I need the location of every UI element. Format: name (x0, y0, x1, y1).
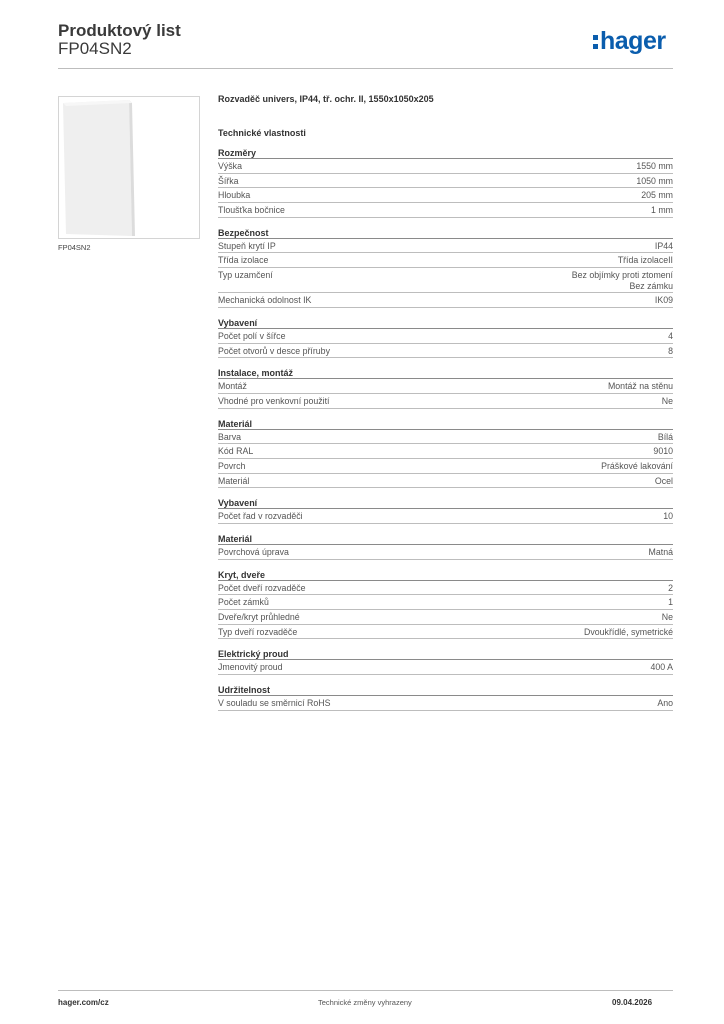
property-row (218, 660, 673, 675)
property-row (218, 344, 673, 359)
property-label: Kód RAL (218, 446, 254, 457)
property-row (218, 509, 673, 524)
property-value: Montáž na stěnu (607, 381, 673, 392)
header-divider (58, 68, 673, 69)
property-value: Bez objímky proti ztomení Bez zámku (571, 270, 673, 292)
section-title: Bezpečnost (218, 226, 673, 239)
property-section (218, 316, 673, 358)
property-section (218, 532, 673, 560)
property-label: Počet dveří rozvaděče (218, 582, 306, 593)
product-description: Rozvaděč univers, IP44, tř. ochr. II, 1550x1050x205 (218, 94, 434, 104)
property-row (218, 394, 673, 409)
section-title: Udržitelnost (218, 683, 673, 696)
property-value: Ne (661, 395, 673, 406)
property-label: Typ uzamčení (218, 270, 273, 281)
property-value: 2 (668, 582, 673, 593)
property-row (218, 545, 673, 560)
property-value: Třída izolaceII (617, 255, 673, 266)
property-row (218, 581, 673, 596)
property-value: 1550 mm (636, 161, 673, 171)
property-section (218, 226, 673, 308)
property-value: Dvoukřídlé, symetrické (584, 626, 673, 637)
property-label: Stupeň krytí IP (218, 240, 276, 251)
property-row (218, 188, 673, 203)
property-value: 1 (668, 597, 673, 608)
property-label: Povrch (218, 460, 246, 471)
property-section (218, 146, 673, 218)
property-value: Ne (661, 612, 673, 623)
property-label: Tloušťka bočnice (218, 205, 285, 216)
section-title: Vybavení (218, 496, 673, 509)
property-label: Počet polí v šířce (218, 330, 286, 341)
property-label: Materiál (218, 475, 250, 486)
property-row (218, 595, 673, 610)
property-label: Povrchová úprava (218, 547, 289, 557)
property-label: Typ dveří rozvaděče (218, 626, 298, 637)
property-value: 9010 (653, 446, 673, 457)
page-title: Produktový list (58, 21, 181, 40)
footer-website-link[interactable]: hager.com/cz (58, 998, 109, 1007)
property-row (218, 444, 673, 459)
property-label: Vhodné pro venkovní použití (218, 395, 330, 406)
product-image (58, 96, 200, 239)
property-row (218, 239, 673, 254)
property-label: Mechanická odolnost IK (218, 295, 312, 306)
logo-text: hager (600, 27, 666, 55)
property-label: Počet zámků (218, 597, 269, 608)
footer-divider (58, 990, 673, 991)
product-code: FP04SN2 (58, 39, 132, 58)
property-row (218, 430, 673, 445)
property-label: V souladu se směrnicí RoHS (218, 698, 331, 709)
property-row (218, 174, 673, 189)
property-value: 10 (663, 511, 673, 522)
property-value: 8 (668, 345, 673, 356)
footer-notice: Technické změny vyhrazeny (318, 998, 412, 1007)
property-section (218, 647, 673, 675)
property-section (218, 683, 673, 711)
properties-sections (218, 146, 673, 711)
property-value: 4 (668, 330, 673, 341)
property-label: Počet otvorů v desce příruby (218, 345, 330, 356)
property-label: Dveře/kryt průhledné (218, 612, 300, 623)
property-row (218, 379, 673, 394)
section-title: Elektrický proud (218, 647, 673, 660)
section-title: Rozměry (218, 146, 673, 159)
property-row (218, 293, 673, 308)
hager-logo (593, 29, 666, 54)
property-value: 1050 mm (636, 175, 673, 186)
property-value: Ocel (654, 475, 673, 486)
property-section (218, 417, 673, 489)
property-value: Práškové lakování (601, 460, 673, 471)
property-value: IP44 (654, 240, 673, 251)
property-value: 1 mm (651, 205, 673, 216)
cabinet-image-icon (59, 97, 199, 238)
image-caption: FP04SN2 (58, 243, 91, 252)
section-title: Kryt, dveře (218, 568, 673, 581)
section-title: Materiál (218, 532, 673, 545)
property-row (218, 203, 673, 218)
section-title: Instalace, montáž (218, 366, 673, 379)
property-label: Jmenovitý proud (218, 662, 283, 673)
property-label: Šířka (218, 175, 239, 186)
property-label: Výška (218, 161, 242, 171)
property-row (218, 253, 673, 268)
tech-properties-title: Technické vlastnosti (218, 128, 306, 138)
logo-dots-icon (593, 35, 598, 49)
property-value: Ano (657, 698, 673, 709)
property-value: 400 A (650, 662, 673, 673)
property-value: Bílá (657, 431, 673, 442)
product-details (218, 94, 673, 711)
property-row (218, 159, 673, 174)
property-row (218, 474, 673, 489)
property-value: Matná (648, 547, 673, 557)
property-label: Třída izolace (218, 255, 269, 266)
property-row (218, 459, 673, 474)
property-label: Počet řad v rozvaděči (218, 511, 303, 522)
property-row (218, 268, 673, 293)
property-row (218, 610, 673, 625)
property-label: Hloubka (218, 190, 251, 201)
property-section (218, 366, 673, 408)
property-section (218, 496, 673, 524)
property-row (218, 329, 673, 344)
property-value: IK09 (654, 295, 673, 306)
property-section (218, 568, 673, 640)
property-label: Montáž (218, 381, 247, 392)
section-title: Materiál (218, 417, 673, 430)
property-value: 205 mm (641, 190, 673, 201)
footer-date: 09.04.2026 (612, 998, 653, 1007)
property-row (218, 625, 673, 640)
property-row (218, 696, 673, 711)
section-title: Vybavení (218, 316, 673, 329)
property-label: Barva (218, 431, 241, 442)
